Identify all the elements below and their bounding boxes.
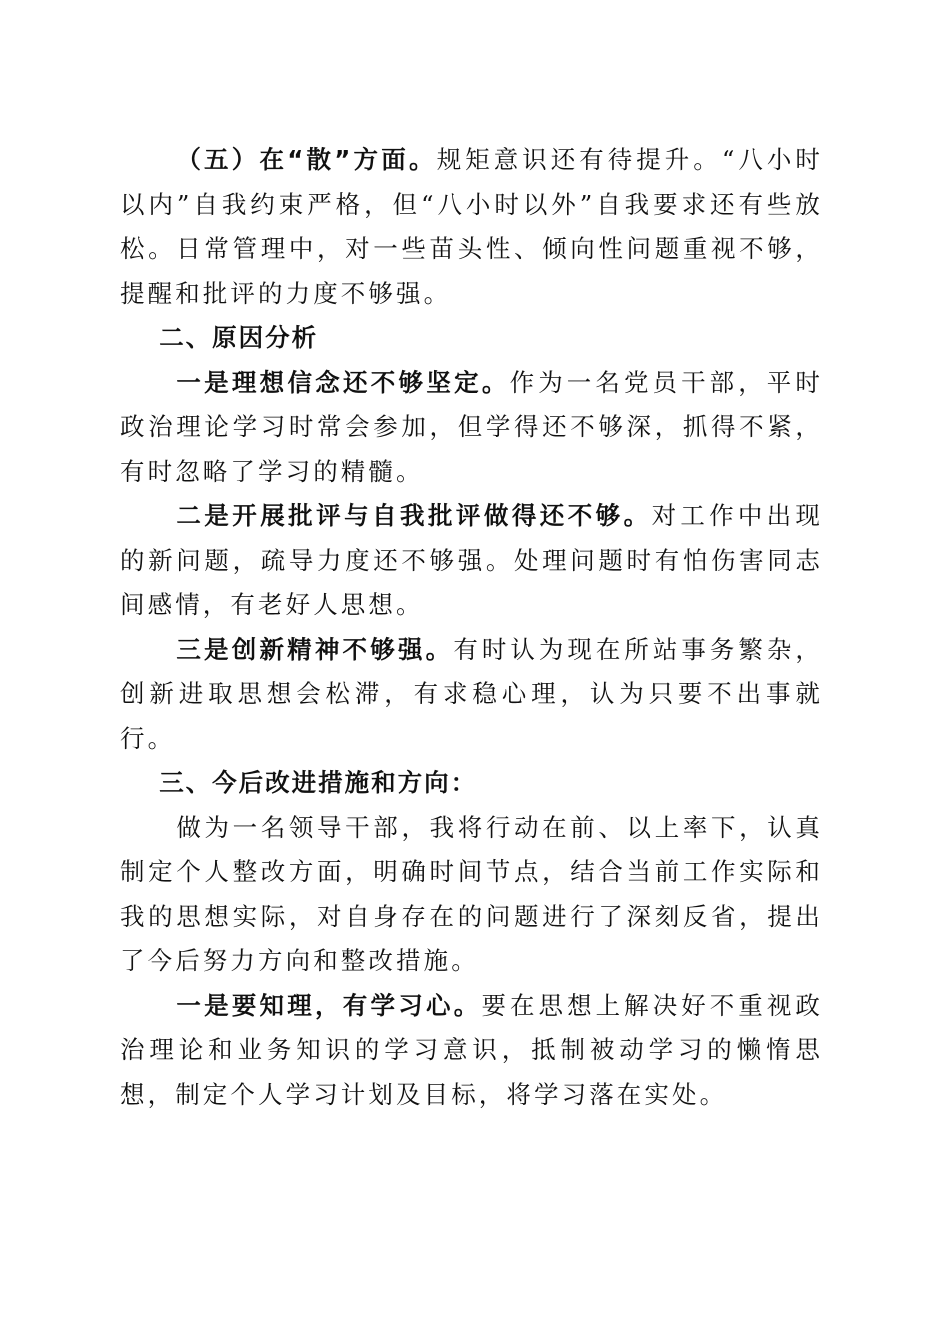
section-heading-cause-analysis: 二、原因分析: [159, 323, 319, 352]
paragraph-cause-2: [120, 494, 823, 628]
paragraph-text: 有时认为现在所站事务繁杂，创新进取思想会松滞，有求稳心理，认为只要不出事就行。: [120, 634, 823, 753]
paragraph-lead: 三是创新精神不够强。: [176, 634, 454, 664]
document-body: [120, 138, 823, 1117]
paragraph-lead: 一是要知理，有学习心。: [176, 990, 482, 1020]
paragraph-text: 做为一名领导干部，我将行动在前、以上率下，认真制定个人整改方面，明确时间节点，结合当前工作实际和我的思想实际，对自身存在的问题进行了深刻反省，提出了今后努力方向和整改措施。: [120, 812, 823, 975]
paragraph-cause-3: [120, 628, 823, 762]
paragraph-improvement-1: [120, 984, 823, 1118]
paragraph-text: 对工作中出现的新问题，疏导力度还不够强。处理问题时有怕伤害同志间感情，有老好人思想。: [120, 501, 823, 619]
paragraph-text: 要在思想上解决好不重视政治理论和业务知识的学习意识，抵制被动学习的懒惰思想，制定个人学习计划及目标，将学习落在实处。: [120, 990, 823, 1109]
paragraph-discipline: [120, 138, 823, 316]
paragraph-improvement-intro: [120, 806, 823, 984]
paragraph-text: 作为一名党员干部，平时政治理论学习时常会参加，但学得还不够深，抓得不紧，有时忽略了学习的精髓。: [120, 367, 823, 486]
section-heading-improvement: 三、今后改进措施和方向：: [159, 768, 478, 797]
paragraph-lead: 二是开展批评与自我批评做得还不够。: [176, 501, 652, 530]
paragraph-lead: （五）在“散”方面。: [176, 145, 437, 174]
paragraph-lead: 一是理想信念还不够坚定。: [176, 367, 510, 397]
paragraph-text: 规矩意识还有待提升。“八小时以内”自我约束严格，但“八小时以外”自我要求还有些放松。日常管理中，对一些苗头性、倾向性问题重视不够，提醒和批评的力度不够强。: [120, 145, 823, 308]
paragraph-cause-1: [120, 361, 823, 495]
